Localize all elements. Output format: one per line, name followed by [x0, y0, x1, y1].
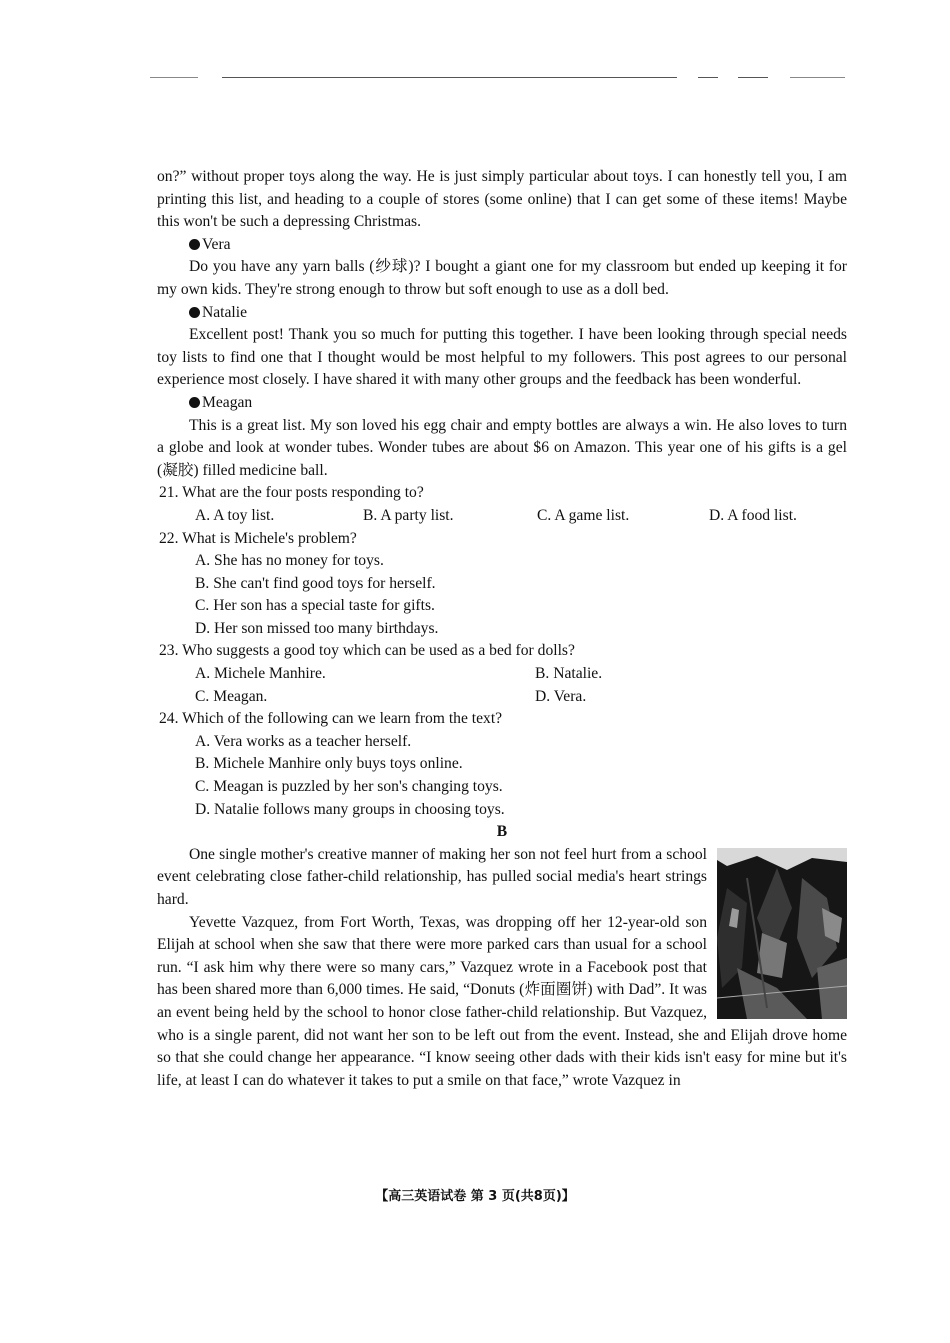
passage-b-paragraph: One single mother's creative manner of making her son not feel hurt from a school event celebrating close father-child relationship, has pulled social media's heart strings hard.: [157, 845, 707, 908]
option-row: [157, 663, 847, 686]
option-a: A. Michele Manhire.: [195, 665, 326, 683]
section-heading: B: [496, 823, 508, 841]
header-rule-4: [738, 77, 768, 78]
comment-author: Vera: [157, 234, 847, 257]
option-row: [157, 505, 847, 528]
bullet-icon: [189, 397, 200, 408]
page-footer: 【高三英语试卷 第 3 页(共8页)】: [375, 1189, 575, 1204]
comment-text: This is a great list. My son loved his egg chair and empty bottles are always a win. He also loves to turn a globe and look at wonder tubes. Wonder tubes are about $6 on Amazon. This year one of his gifts is a gel (凝胶) filled medicine ball.: [157, 416, 847, 479]
comment-author: Natalie: [157, 302, 847, 325]
city-photo: [717, 848, 847, 1019]
header-rule-1: [150, 77, 198, 78]
header-rule-3: [698, 77, 718, 78]
option-d: D. Natalie follows many groups in choosing toys.: [195, 800, 505, 818]
option-b: B. Natalie.: [535, 665, 603, 683]
option-d: D. Her son missed too many birthdays.: [195, 619, 439, 637]
option-b: B. A party list.: [363, 506, 454, 524]
passage-a-intro: on?” without proper toys along the way. He is just simply particular about toys. I can honestly tell you, I am printing this list, and heading to a couple of stores (some online) that I can get some of these items! Maybe this won't be such a depressing Christmas.: [157, 168, 847, 231]
option-b: B. Michele Manhire only buys toys online.: [195, 755, 463, 773]
option-row: [157, 686, 847, 709]
option-d: D. Vera.: [535, 687, 587, 705]
option-d: D. A food list.: [709, 506, 797, 524]
bullet-icon: [189, 307, 200, 318]
header-rule-2: [222, 77, 677, 78]
comment-author: Meagan: [157, 392, 847, 415]
comment-text: Excellent post! Thank you so much for putting this together. I have been looking through special needs toy lists to find one that I thought would be most helpful to my followers. This post agrees to our personal experience most closely. I have shared it with many other groups and the feedback has been wonderful.: [157, 326, 847, 389]
option-c: C. Meagan.: [195, 687, 268, 705]
option-a: A. Vera works as a teacher herself.: [195, 732, 412, 750]
question-stem: 23. Who suggests a good toy which can be used as a bed for dolls?: [159, 642, 575, 660]
comment-text: Do you have any yarn balls (纱球)? I bought a giant one for my classroom but ended up keeping it for my own kids. They're strong enough to throw but soft enough to use as a doll bed.: [157, 258, 847, 298]
bullet-icon: [189, 239, 200, 250]
option-c: C. A game list.: [537, 506, 630, 524]
exam-page: [157, 166, 847, 1092]
header-rule-5: [790, 77, 845, 78]
option-c: C. Her son has a special taste for gifts.: [195, 597, 435, 615]
option-a: A. She has no money for toys.: [195, 552, 384, 570]
question-stem: 21. What are the four posts responding to?: [159, 484, 424, 502]
option-a: A. A toy list.: [195, 506, 275, 524]
question-stem: 24. Which of the following can we learn from the text?: [159, 710, 503, 728]
option-b: B. She can't find good toys for herself.: [195, 574, 436, 592]
question-stem: 22. What is Michele's problem?: [159, 529, 357, 547]
option-c: C. Meagan is puzzled by her son's changing toys.: [195, 778, 503, 796]
passage-b-paragraph: Yevette Vazquez, from Fort Worth, Texas, was dropping off her 12-year-old son Elijah at school when she saw that there were more parked cars than usual for a school run. “I ask him why there were so many cars,” Vazquez wrote in a Facebook post that has been shared more than 6,000 times. He said, “Donuts (炸面圈饼) with Dad”. It was an event being held by the school to honor close father-child relationship. But Vazquez, who is a single parent, did not want her son to be left out from the event. Instead, she and Elijah drove home so that she could change her appearance. “I know seeing other dads with their kids isn't easy for mine but it's life, at least I can do whatever it takes to put a smile on that face,” wrote Vazquez in: [157, 913, 847, 1089]
